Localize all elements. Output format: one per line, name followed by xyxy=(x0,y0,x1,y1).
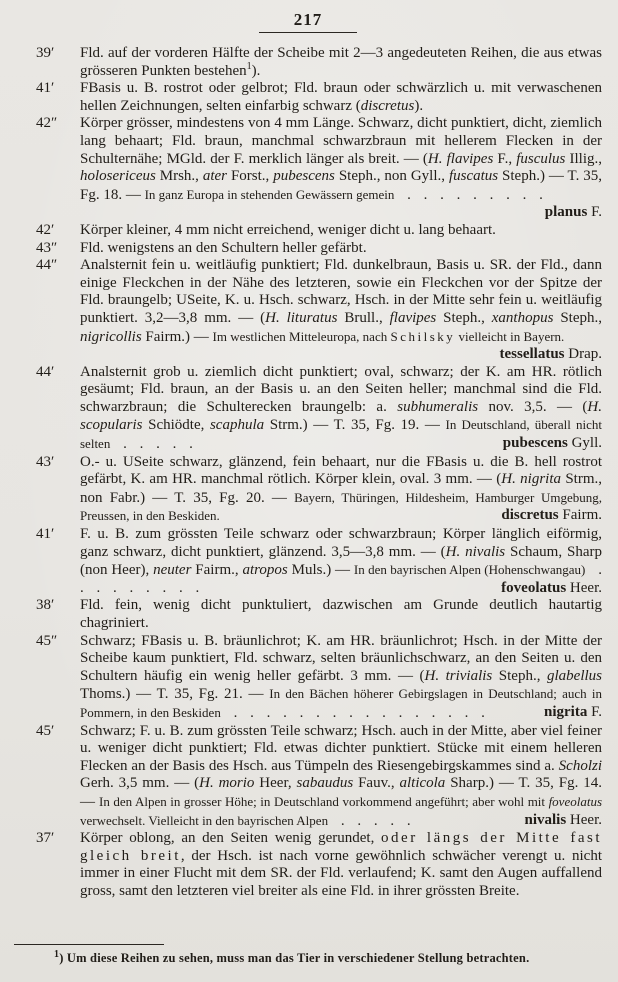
leader-dots: . . . . . . . . . xyxy=(394,186,543,203)
text-run: vielleicht in Bayern. xyxy=(455,328,565,344)
key-item xyxy=(14,257,602,364)
text-run: Schiödte, xyxy=(142,417,210,434)
couplet-number: 41′ xyxy=(36,80,55,97)
text-run: Schilsky xyxy=(390,328,456,344)
footnote xyxy=(14,940,602,966)
key-item xyxy=(14,240,602,258)
text-run: Mrsh., xyxy=(155,168,203,185)
text-run: Analsternit grob u. ziemlich dicht punktiert; oval, schwarz; der K. am HR. rötlich gesäumt; Fld. braun, an der Basis u. an den Seiten heller; manchmal sind die Fld. schwarzbraun; die Schulterecken braungelb: a. xyxy=(80,363,602,415)
text-run: , der Hsch. ist nach vorne gewöhnlich schwächer verengt u. nicht immer in einer Flucht mit dem SR. der Fld. verlaufend; K. samt den Augen auffallend gross, samt den letzteren viel breiter als eine Fld. in ihrer grössten Breite. xyxy=(80,847,602,899)
couplet-number: 44″ xyxy=(36,257,58,274)
footnote-body: ) Um diese Reihen zu sehen, muss man das Tier in verschiedener Stellung betrachten. xyxy=(59,951,530,965)
text-run: F., xyxy=(493,150,517,167)
text-run: alticola xyxy=(399,775,446,792)
key-item xyxy=(14,222,602,240)
couplet-number: 42′ xyxy=(36,221,55,238)
leader-dots: . . . . . . . . . xyxy=(80,562,602,596)
text-run: ). xyxy=(251,62,261,79)
key-item xyxy=(14,526,602,597)
key-item xyxy=(14,80,602,115)
couplet-text xyxy=(80,115,602,221)
species-result xyxy=(492,346,603,364)
couplet-number: 45″ xyxy=(36,632,58,649)
species-result xyxy=(537,204,602,222)
text-run: Fld. auf der vorderen Hälfte der Scheibe mit 2—3 angedeuteten Reihen, die aus etwas grösseren Punkten bestehen xyxy=(80,45,602,79)
species-author: F. xyxy=(587,204,602,221)
text-run: Brull., xyxy=(337,309,390,326)
text-run: Bayern, Thüringen, Hildesheim, Hamburger Umgebung, Preussen, in den Beskiden. xyxy=(80,489,602,524)
text-run: atropos xyxy=(242,562,288,579)
couplet-text xyxy=(80,80,602,114)
species-result xyxy=(493,507,602,525)
couplet-number: 45′ xyxy=(36,722,55,739)
key-item xyxy=(14,633,602,723)
text-run: H. lituratus xyxy=(265,309,338,326)
text-run: In Deutschland, überall nicht selten xyxy=(80,417,602,452)
leader-dots: . . . . . . . . . . . . . . . . xyxy=(220,704,485,721)
species-name: planus xyxy=(544,204,588,221)
footnote-text xyxy=(14,948,602,966)
text-run: Thoms.) — T. 35, Fg. 21. — xyxy=(80,686,270,703)
couplet-text xyxy=(80,257,602,363)
text-run: pubescens xyxy=(273,168,335,185)
text-run: flavipes xyxy=(389,309,437,326)
species-result xyxy=(516,812,602,830)
text-run: Steph., xyxy=(553,309,602,326)
couplet-text xyxy=(80,222,496,238)
leader-dots: . . . . . xyxy=(110,436,193,453)
species-author: Gyll. xyxy=(567,435,602,452)
couplet-text xyxy=(80,526,602,596)
text-run: 1 xyxy=(246,60,252,72)
text-run: FBasis u. B. rostrot oder gelbrot; Fld. braun oder schwärzlich u. mit verwaschenen hellen Zeichnungen, selten einfarbig schwarz ( xyxy=(80,80,602,114)
species-author: Heer. xyxy=(566,579,602,596)
text-run: discretus xyxy=(360,97,415,114)
text-run: Steph., non Gyll., xyxy=(334,168,449,185)
text-run: nigricollis xyxy=(80,328,142,345)
text-run: oder längs der Mitte fast gleich breit xyxy=(80,830,602,864)
species-name: pubescens xyxy=(502,435,568,452)
text-run: Fld. wenigstens an den Schultern heller gefärbt. xyxy=(80,239,367,256)
couplet-number: 42″ xyxy=(36,115,58,132)
species-result xyxy=(493,580,602,598)
text-run: H. morio xyxy=(199,775,255,792)
text-run: subhumeralis xyxy=(397,398,479,415)
text-run: Illig., xyxy=(565,150,602,167)
text-run: Steph.) — T. 35, Fg. 18. — xyxy=(80,168,602,203)
footnote-rule xyxy=(14,944,164,945)
species-result xyxy=(536,704,602,722)
text-run: Fairm.) — xyxy=(141,328,213,345)
species-author: Fairm. xyxy=(558,507,602,524)
text-run: H. nivalis xyxy=(445,543,506,560)
text-run: H. nigrita xyxy=(501,471,561,488)
text-run: holosericeus xyxy=(80,168,156,185)
couplet-text xyxy=(80,830,602,899)
couplet-number: 39′ xyxy=(36,45,55,61)
species-name: nigrita xyxy=(544,703,588,720)
couplet-text xyxy=(80,454,602,525)
text-run: ater xyxy=(202,168,228,185)
couplet-number: 44′ xyxy=(36,363,55,380)
key-item xyxy=(14,115,602,222)
text-run: In den Alpen in grosser Höhe; in Deutschland vorkommend angeführt; aber wohl mit xyxy=(99,793,549,809)
text-run: Körper oblong, an den Seiten wenig gerundet, xyxy=(80,830,382,847)
text-run: Im westlichen Mitteleuropa, nach xyxy=(212,328,391,344)
text-run: neuter xyxy=(153,562,192,579)
couplet-text xyxy=(80,633,602,721)
text-run: sabaudus xyxy=(296,775,354,792)
species-name: tessellatus xyxy=(499,346,565,363)
text-run: Steph., xyxy=(436,309,492,326)
couplet-text xyxy=(80,240,367,256)
text-run: Fairm., xyxy=(191,562,243,579)
species-name: discretus xyxy=(501,507,559,524)
species-name: nivalis xyxy=(524,811,567,828)
text-run: xanthopus xyxy=(491,309,554,326)
text-run: Gerh. 3,5 mm. — ( xyxy=(80,775,200,792)
text-run: glabellus xyxy=(547,667,602,684)
text-run: Heer, xyxy=(254,775,297,792)
species-name: foveolatus xyxy=(501,579,567,596)
text-run: H. flavipes xyxy=(427,150,494,167)
key-item xyxy=(14,364,602,454)
species-author: Drap. xyxy=(564,346,602,363)
key-list xyxy=(14,45,602,901)
text-run: Scholzi xyxy=(558,757,602,774)
couplet-number: 43″ xyxy=(36,239,58,256)
text-run: Muls.) — xyxy=(287,562,354,579)
text-run: Körper grösser, mindestens von 4 mm Länge. Schwarz, dicht punktiert, dicht, ziemlich lang behaart; Fld. braun, manchmal schwarzbraun mit hellerem Flecken in der Schulternähe; MGld. der F. merklich länger als breit. — ( xyxy=(80,115,602,167)
species-author: F. xyxy=(587,703,602,720)
text-run: O.- u. USeite schwarz, glänzend, fein behaart, nur die FBasis u. die B. hell rostrot gefärbt, K. am HR. manchmal rötlich. Körper klein, oval. 3 mm. — ( xyxy=(80,453,602,488)
couplet-number: 37′ xyxy=(36,830,55,847)
text-run: Analsternit fein u. weitläufig punktiert; Fld. dunkelbraun, Basis u. SR. der Fld., dann einige Fleckchen in der Nähe des letzteren, sowie ein Fleckchen vor der Spitze der Fld. braungelb; USeite, K. u. Hsch. schwarz, Hsch. in der Mitte sehr fein u. weitläufig punktiert. 3,2—3,8 mm. — ( xyxy=(80,257,602,326)
text-run: Schwarz; F. u. B. zum grössten Teile schwarz; Hsch. auch in der Mitte, aber viel feiner u. weniger dicht punktiert; Fld. etwas dichter punktiert. Stücke mit einem helleren Flecken an der Basis des Hsch. aus Tümpeln des Riesengebirgskammes sind a. xyxy=(80,722,602,774)
page-number: 217 xyxy=(259,10,357,33)
text-run: ). xyxy=(414,97,424,114)
species-author: Heer. xyxy=(566,811,602,828)
text-run: Forst., xyxy=(227,168,274,185)
couplet-number: 38′ xyxy=(36,597,55,614)
text-run: nov. 3,5. — ( xyxy=(478,398,588,415)
key-item xyxy=(14,454,602,526)
text-run: Fld. fein, wenig dicht punktuliert, dazwischen am Grunde deutlich hautartig chagriniert. xyxy=(80,597,602,631)
text-run: verwechselt. Vielleicht in den bayrischen Alpen xyxy=(80,812,329,828)
couplet-text xyxy=(80,45,602,79)
couplet-text xyxy=(80,597,602,631)
text-run: Schwarz; FBasis u. B. bräunlichrot; K. am HR. bräunlichrot; Hsch. in der Mitte der Scheibe kaum punktiert, Fld. schwarz, selten bräunlichschwarz, an den Seiten u. den Schultern häufig ein wenig heller gefärbt. 3 mm. — ( xyxy=(80,632,602,684)
text-run: Sharp.) — T. 35, Fg. 14. — xyxy=(80,775,602,810)
footnote-marker: 1 xyxy=(54,948,60,960)
text-run: Strm., non Fabr.) — T. 35, Fg. 20. — xyxy=(80,471,602,506)
couplet-text xyxy=(80,723,602,829)
text-run: scaphula xyxy=(209,417,265,434)
species-result xyxy=(495,435,602,453)
text-run: In den Bächen höherer Gebirgslagen in Deutschland; auch in Pommern, in den Beskiden xyxy=(80,686,602,720)
couplet-text xyxy=(80,364,602,452)
text-run: Fauv., xyxy=(353,775,400,792)
text-run: Strm.) — T. 35, Fg. 19. — xyxy=(264,417,446,434)
text-run: Steph., xyxy=(492,667,547,684)
text-run: foveolatus xyxy=(548,793,602,809)
text-run: fuscatus xyxy=(448,168,499,185)
text-run: In ganz Europa in stehenden Gewässern gemein xyxy=(144,186,395,202)
key-item xyxy=(14,597,602,632)
text-run: Körper kleiner, 4 mm nicht erreichend, weniger dicht u. lang behaart. xyxy=(80,221,496,238)
key-item xyxy=(14,830,602,900)
key-item xyxy=(14,723,602,831)
text-run: H. scopularis xyxy=(80,398,602,434)
text-run: Schaum, Sharp (non Heer), xyxy=(80,543,602,579)
key-item xyxy=(14,45,602,80)
text-run: fusculus xyxy=(516,150,566,167)
leader-dots: . . . . . xyxy=(328,812,411,829)
couplet-number: 41′ xyxy=(36,526,55,543)
text-run: In den bayrischen Alpen (Hohenschwangau) xyxy=(353,562,586,578)
text-run: F. u. B. zum grössten Teile schwarz oder schwarzbraun; Körper länglich eiförmig, ganz schwarz, dicht punktiert, glänzend. 3,5—3,8 mm. — ( xyxy=(80,526,602,560)
text-run: H. trivialis xyxy=(424,667,493,684)
couplet-number: 43′ xyxy=(36,453,55,470)
